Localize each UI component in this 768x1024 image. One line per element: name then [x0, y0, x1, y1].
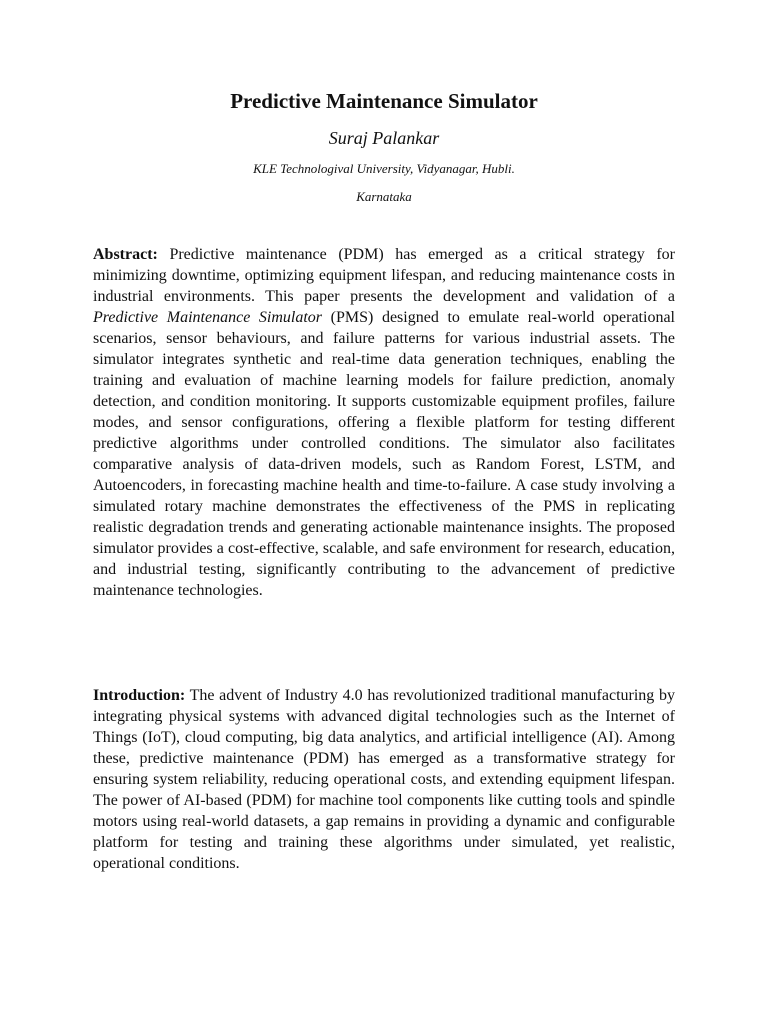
- introduction-text: The advent of Industry 4.0 has revolutionized traditional manufacturing by integrating physical systems with advanced digital technologies such as the Internet of Things (IoT), cloud computing, big data analytics, and artificial intelligence (AI). Among these, predictive maintenance (PDM) has emerged as a transformative strategy for ensuring system reliability, reducing operational costs, and extending equipment lifespan. The power of AI-based (PDM) for machine tool components like cutting tools and spindle motors using real-world datasets, a gap remains in providing a dynamic and configurable platform for testing and training these algorithms under simulated, yet realistic, operational conditions.: [93, 687, 675, 872]
- affiliation-institution: KLE Technologival University, Vidyanagar, Hubli.: [253, 161, 515, 176]
- abstract-label: Abstract:: [93, 246, 158, 263]
- introduction-section: [93, 685, 675, 874]
- affiliation-state: Karnataka: [356, 189, 412, 204]
- introduction-label: Introduction:: [93, 687, 186, 704]
- author-name: Suraj Palankar: [328, 128, 440, 148]
- abstract-italic-term: Predictive Maintenance Simulator: [93, 309, 323, 326]
- abstract-text-part2: (PMS) designed to emulate real-world operational scenarios, sensor behaviours, and failure patterns for various industrial assets. The simulator integrates synthetic and real-time data generation techniques, enabling the training and evaluation of machine learning models for failure prediction, anomaly detection, and condition monitoring. It supports customizable equipment profiles, failure modes, and sensor configurations, offering a flexible platform for testing different predictive algorithms under controlled conditions. The simulator also facilitates comparative analysis of data-driven models, such as Random Forest, LSTM, and Autoencoders, in forecasting machine health and time-to-failure. A case study involving a simulated rotary machine demonstrates the effectiveness of the PMS in replicating realistic degradation trends and generating actionable maintenance insights. The proposed simulator provides a cost-effective, scalable, and safe environment for research, education, and industrial testing, significantly contributing to the advancement of predictive maintenance technologies.: [93, 309, 675, 599]
- paper-title: Predictive Maintenance Simulator: [230, 89, 538, 113]
- abstract-section: [93, 244, 675, 601]
- abstract-text-part1: Predictive maintenance (PDM) has emerged as a critical strategy for minimizing downtime, optimizing equipment lifespan, and reducing maintenance costs in industrial environments. This paper presents the development and validation of a: [93, 246, 675, 305]
